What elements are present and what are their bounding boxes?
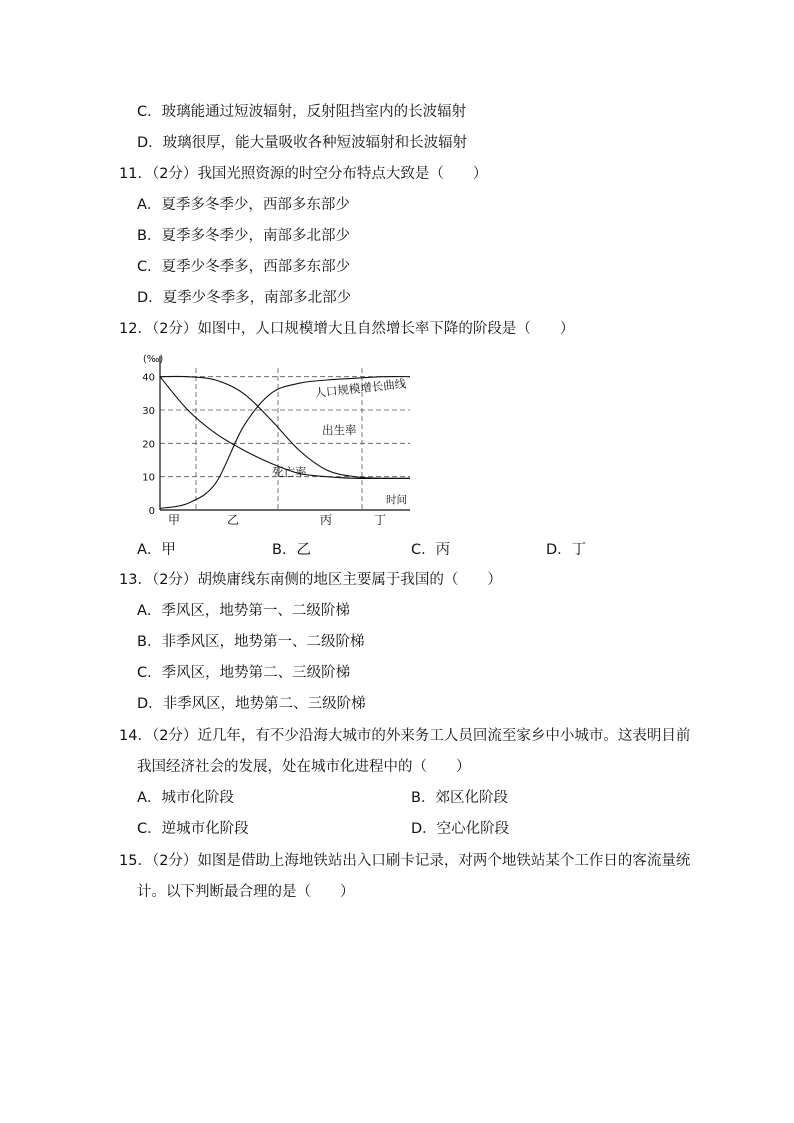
population-transition-chart: [130, 348, 420, 530]
q13-option-d: D．非季风区，地势第二、三级阶梯: [137, 696, 366, 712]
q11-stem: 11．（2分）我国光照资源的时空分布特点大致是（ ）: [119, 166, 488, 182]
q11-option-c: C．夏季少冬季多，西部多东部少: [137, 259, 351, 275]
q14-option-d: D．空心化阶段: [411, 821, 510, 837]
q14-option-a: A．城市化阶段: [137, 790, 234, 806]
stage-label-0: 甲: [167, 513, 181, 527]
y-tick-label-30: 30: [142, 406, 155, 417]
q14-option-c: C．逆城市化阶段: [137, 821, 249, 837]
q14-option-b: B．郊区化阶段: [411, 790, 508, 806]
q14-stem-line2: 我国经济社会的发展，处在城市化进程中的（ ）: [137, 759, 471, 775]
y-tick-label-20: 20: [142, 439, 155, 451]
q12-stem: 12．（2分）如图中，人口规模增大且自然增长率下降的阶段是（ ）: [119, 321, 575, 337]
stage-label-1: 乙: [226, 513, 240, 527]
y-tick-label-0: 0: [148, 506, 155, 517]
stage-label-3: 丁: [373, 513, 387, 527]
q14-stem-line1: 14．（2分）近几年，有不少沿海大城市的外来务工人员回流至家乡中小城市。这表明目前: [119, 728, 691, 744]
stage-label-2: 丙: [319, 513, 333, 527]
q10-option-c: C．玻璃能通过短波辐射，反射阻挡室内的长波辐射: [137, 104, 467, 120]
q13-option-c: C．季风区，地势第二、三级阶梯: [137, 665, 351, 681]
y-axis-unit-label: (‰): [143, 354, 164, 365]
q11-option-b: B．夏季多冬季少，南部多北部少: [137, 228, 350, 244]
q13-option-b: B．非季风区，地势第一、二级阶梯: [137, 634, 365, 650]
series-population-curve: [160, 377, 410, 509]
q12-option-d: D．丁: [546, 542, 587, 558]
annotation-population-curve: 人口规模增长曲线: [313, 376, 407, 400]
q10-option-d: D．玻璃很厚，能大量吸收各种短波辐射和长波辐射: [137, 135, 468, 151]
q12-option-c: C．丙: [411, 542, 451, 558]
q15-stem-line1: 15．（2分）如图是借助上海地铁站出入口刷卡记录，对两个地铁站某个工作日的客流量统: [119, 853, 691, 869]
q15-stem-line2: 计。以下判断最合理的是（ ）: [137, 884, 355, 900]
q11-option-a: A．夏季多冬季少，西部多东部少: [137, 197, 350, 213]
y-tick-label-10: 10: [142, 472, 155, 484]
q12-option-b: B．乙: [272, 542, 311, 558]
y-tick-label-40: 40: [142, 372, 155, 384]
annotation-death-rate: 死亡率: [272, 465, 307, 479]
x-axis-label: 时间: [386, 494, 407, 506]
q12-option-a: A．甲: [137, 542, 176, 558]
q13-stem: 13．（2分）胡焕庸线东南侧的地区主要属于我国的（ ）: [119, 572, 502, 588]
q13-option-a: A．季风区，地势第一、二级阶梯: [137, 603, 350, 619]
annotation-birth-rate: 出生率: [322, 423, 357, 437]
q11-option-d: D．夏季少冬季多，南部多北部少: [137, 290, 352, 306]
